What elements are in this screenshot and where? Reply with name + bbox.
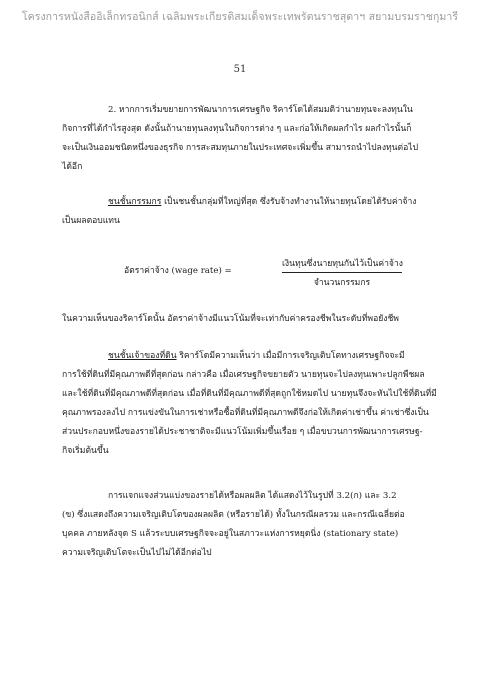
para5-line-3: บุคคล ภายหลังจุด S แล้วระบบเศรษฐกิจจะอยู่ในสภาวะแห่งการหยุดนิ่ง (stationary state)	[62, 529, 399, 539]
para1-line-3: จะเป็นเงินออมชนิดหนึ่งของธุรกิจ การสะสมทุนภายในประเทศจะเพิ่มขึ้น สามารถนำไปลงทุนต่อไป	[62, 143, 419, 153]
formula-fraction	[282, 256, 402, 289]
formula-denominator: จำนวนกรรมกร	[313, 278, 371, 288]
para2-line-1	[108, 196, 416, 208]
para4-line-4: คุณภาพรองลงไป การแข่งขันในการเช่าหรือซื้อที่ดินที่มีคุณภาพดีจึงก่อให้เกิดค่าเช่าขึ้น ค่าเช่าซึ่งเป็น	[62, 408, 429, 418]
para4-line-1-rest: ริคาร์โดมีความเห็นว่า เมื่อมีการเจริญเติบโตทางเศรษฐกิจจะมี	[179, 351, 405, 361]
para2-line-2: เป็นผลตอบแทน	[62, 216, 120, 226]
para5-line-1: การแจกแจงส่วนแบ่งของรายได้หรือผลผลิต ได้แสดงไว้ในรูปที่ 3.2(ก) และ 3.2	[108, 491, 397, 501]
para4-line-3: และใช้ที่ดินที่มีคุณภาพดีที่สุดก่อน เมื่อที่ดินที่มีคุณภาพดีที่สุดถูกใช้หมดไป นายทุนจึงจะหันไปใช้ที่ดินที่มี	[62, 389, 437, 399]
para4-line-6: กิจเริ่มต้นขึ้น	[62, 446, 109, 456]
term-landowner-class: ชนชั้นเจ้าของที่ดิน	[108, 351, 177, 361]
para3-line: ในความเห็นของริคาร์โดนั้น อัตราค่าจ้างมีแนวโน้มที่จะเท่ากับค่าครองชีพในระดับที่พอยังชีพ	[62, 314, 399, 324]
para4-line-1	[108, 350, 405, 362]
page-number: 51	[233, 64, 247, 75]
term-labor-class: ชนชั้นกรรมกร	[108, 197, 162, 207]
page-header: โครงการหนังสืออิเล็กทรอนิกส์ เฉลิมพระเกียรติสมเด็จพระเทพรัตนราชสุดาฯ สยามบรมราชกุมารี	[21, 11, 459, 23]
para4-line-5: ส่วนประกอบหนึ่งของรายได้ประชาชาติจะมีแนวโน้มเพิ่มขึ้นเรื่อย ๆ เมื่อขบวนการพัฒนาการเศรษฐ-	[62, 427, 423, 437]
para1-line-1: 2. หากการเริ่มขยายการพัฒนาการเศรษฐกิจ ริคาร์โดได้สมมติว่านายทุนจะลงทุนใน	[108, 105, 413, 115]
formula-numerator: เงินทุนซึ่งนายทุนกันไว้เป็นค่าจ้าง	[282, 256, 402, 273]
para5-line-2: (ข) ซึ่งแสดงถึงความเจริญเติบโตของผลผลิต (หรือรายได้) ทั้งในกรณีผลรวม และกรณีเฉลี่ยต่อ	[62, 510, 405, 520]
para1-line-4: ได้อีก	[62, 162, 83, 172]
para4-line-2: การใช้ที่ดินที่มีคุณภาพดีที่สุดก่อน กล่าวคือ เมื่อเศรษฐกิจขยายตัว นายทุนจะไปลงทุนเพาะปลูกพืชผล	[62, 370, 425, 380]
para2-line-1-rest: เป็นชนชั้นกลุ่มที่ใหญ่ที่สุด ซึ่งรับจ้างทำงานให้นายทุนโดยได้รับค่าจ้าง	[164, 197, 417, 207]
para1-line-2: กิจการที่ได้กำไรสูงสุด ดังนั้นถ้านายทุนลงทุนในกิจการต่าง ๆ และก่อให้เกิดผลกำไร ผลกำไรนั้นก็	[62, 124, 412, 134]
para5-line-4: ความเจริญเติบโตจะเป็นไปไม่ได้อีกต่อไป	[62, 548, 212, 558]
formula-lhs: อัตราค่าจ้าง (wage rate) =	[124, 266, 232, 276]
